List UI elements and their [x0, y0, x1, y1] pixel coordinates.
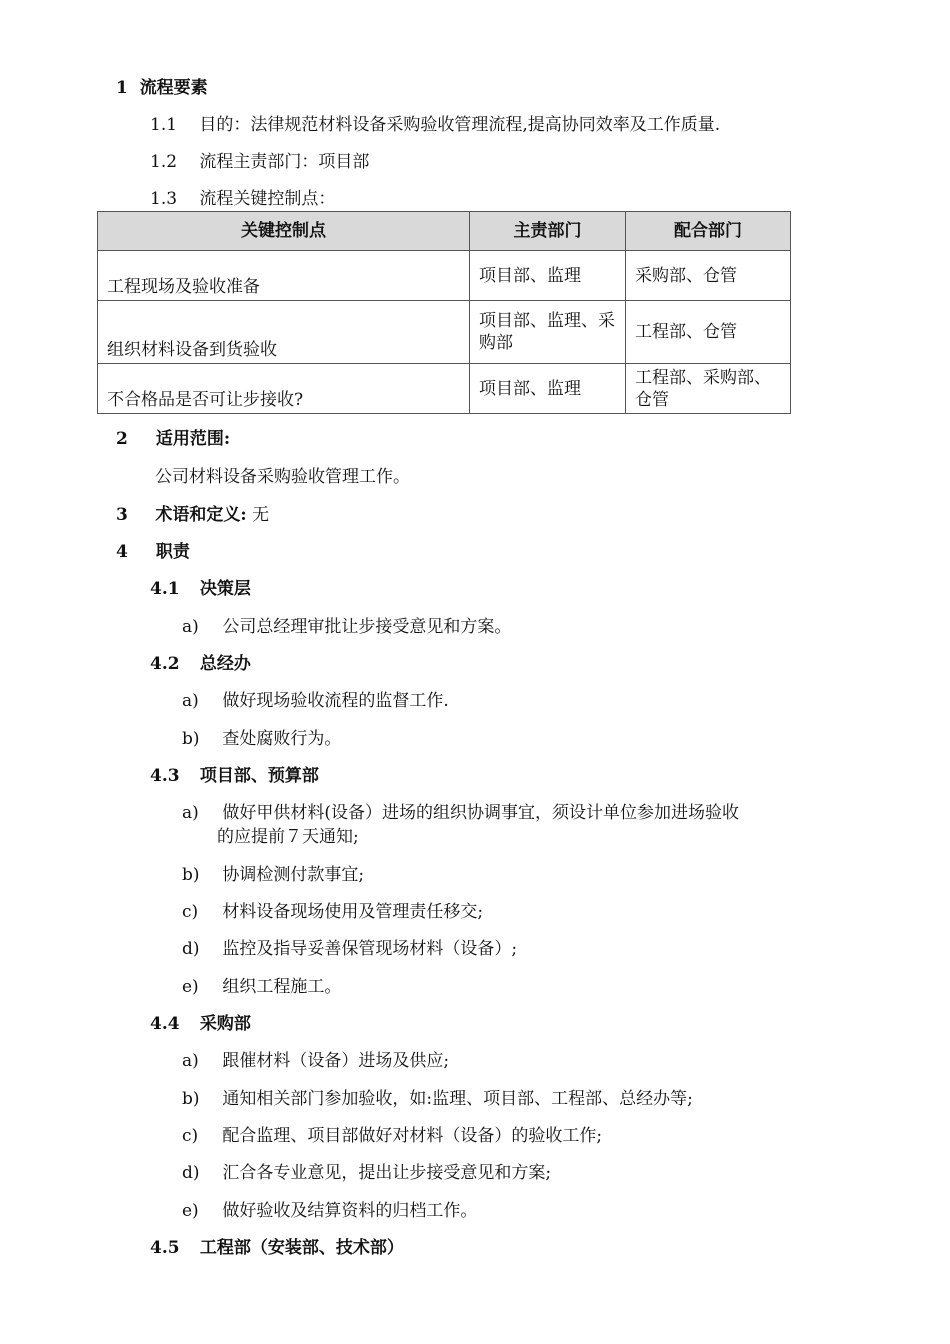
section-1-2-text: 流程主责部门：项目部 [199, 152, 370, 172]
list-item-label: a) [182, 617, 199, 637]
list-item-label: d) [182, 1163, 200, 1183]
list-item-text: 通知相关部门参加验收，如:监理、项目部、工程部、总经办等; [222, 1089, 693, 1109]
section-4-5-number: 4.5 [150, 1238, 180, 1258]
list-item-label: e) [182, 1201, 199, 1221]
list-item-text: 配合监理、项目部做好对材料（设备）的验收工作; [222, 1126, 603, 1146]
list-item-label: a) [182, 691, 199, 711]
list-item-continuation: 的应提前７天通知; [217, 827, 359, 847]
list-item-text: 汇合各专业意见，提出让步接受意见和方案; [222, 1163, 552, 1183]
list-item [182, 1162, 551, 1184]
list-item [182, 976, 341, 998]
section-3-value: 无 [252, 505, 270, 525]
list-item-label: d) [182, 939, 200, 959]
section-4-4-heading [150, 1013, 251, 1035]
section-4-3-title: 项目部、预算部 [199, 766, 319, 786]
section-1-number: 1 [116, 78, 128, 98]
table-row [98, 364, 791, 414]
section-2-title: 适用范围: [155, 429, 231, 449]
section-4-3-number: 4.3 [150, 766, 180, 786]
table-cell: 不合格品是否可让步接收? [98, 364, 470, 414]
section-1-title: 流程要素 [139, 78, 208, 98]
section-3-title: 术语和定义: [155, 505, 247, 525]
section-4-2-number: 4.2 [150, 654, 180, 674]
list-item-label: b) [182, 865, 200, 885]
list-item [182, 938, 517, 960]
list-item [182, 901, 483, 923]
table-cell: 项目部、监理 [470, 251, 626, 301]
table-row [98, 251, 791, 301]
table-row [98, 301, 791, 364]
section-1-1 [150, 114, 720, 136]
section-4-2-heading [150, 653, 251, 675]
table-cell: 项目部、监理、采购部 [470, 301, 626, 364]
table-header-cell: 关键控制点 [98, 212, 470, 251]
section-1-3-number: 1.3 [150, 189, 178, 209]
list-item [182, 728, 341, 750]
list-item-label: a) [182, 803, 199, 823]
section-1-1-number: 1.1 [150, 115, 178, 135]
section-4-title: 职责 [155, 542, 190, 562]
section-1-2 [150, 151, 369, 173]
section-1-2-number: 1.2 [150, 152, 178, 172]
section-1-1-text: 目的：法律规范材料设备采购验收管理流程,提高协同效率及工作质量. [199, 115, 721, 135]
section-1-3-text: 流程关键控制点： [199, 189, 336, 209]
section-1-3 [150, 188, 335, 210]
list-item [182, 1125, 602, 1147]
section-1-heading [116, 77, 208, 99]
section-3-heading [116, 504, 269, 526]
list-item-label: c) [182, 902, 199, 922]
table-header-cell: 主责部门 [470, 212, 626, 251]
section-4-1-title: 决策层 [199, 579, 251, 599]
list-item-text: 做好验收及结算资料的归档工作。 [222, 1201, 478, 1221]
list-item-text: 监控及指导妥善保管现场材料（设备）; [222, 939, 518, 959]
table-cell: 采购部、仓管 [626, 251, 791, 301]
section-4-3-heading [150, 765, 319, 787]
section-4-4-title: 采购部 [199, 1014, 251, 1034]
section-3-number: 3 [116, 505, 128, 525]
table-cell: 工程现场及验收准备 [98, 251, 470, 301]
table-cell: 项目部、监理 [470, 364, 626, 414]
table-header-cell: 配合部门 [626, 212, 791, 251]
list-item-text: 做好甲供材料(设备）进场的组织协调事宜，须设计单位参加进场验收 [222, 803, 740, 823]
list-item [182, 616, 511, 638]
list-item-label: b) [182, 1089, 200, 1109]
list-item-label: a) [182, 1051, 199, 1071]
section-4-heading [116, 541, 190, 563]
list-item [182, 864, 364, 886]
list-item-text: 公司总经理审批让步接受意见和方案。 [222, 617, 512, 637]
list-item [182, 1200, 477, 1222]
list-item [182, 802, 739, 824]
list-item-text: 查处腐败行为。 [222, 729, 342, 749]
section-4-4-number: 4.4 [150, 1014, 180, 1034]
list-item-text: 做好现场验收流程的监督工作. [222, 691, 449, 711]
section-4-1-heading [150, 578, 251, 600]
table-cell: 组织材料设备到货验收 [98, 301, 470, 364]
list-item-label: e) [182, 977, 199, 997]
list-item-text: 组织工程施工。 [222, 977, 342, 997]
list-item-text: 协调检测付款事宜; [222, 865, 365, 885]
section-4-1-number: 4.1 [150, 579, 180, 599]
section-4-2-title: 总经办 [199, 654, 251, 674]
section-4-5-heading [150, 1237, 404, 1259]
list-item-label: b) [182, 729, 200, 749]
table-header-row [98, 212, 791, 251]
table-cell: 工程部、采购部、仓管 [626, 364, 791, 414]
list-item [182, 1050, 449, 1072]
section-2-number: 2 [116, 429, 128, 449]
section-4-number: 4 [116, 542, 128, 562]
list-item [182, 690, 449, 712]
section-4-5-title: 工程部（安装部、技术部） [199, 1238, 404, 1258]
key-control-points-table [97, 211, 791, 414]
list-item-label: c) [182, 1126, 199, 1146]
list-item-text: 跟催材料（设备）进场及供应; [222, 1051, 450, 1071]
list-item-text: 材料设备现场使用及管理责任移交; [222, 902, 484, 922]
section-2-heading [116, 428, 230, 450]
table-cell: 工程部、仓管 [626, 301, 791, 364]
list-item [182, 1088, 693, 1110]
section-2-text: 公司材料设备采购验收管理工作。 [155, 467, 410, 487]
